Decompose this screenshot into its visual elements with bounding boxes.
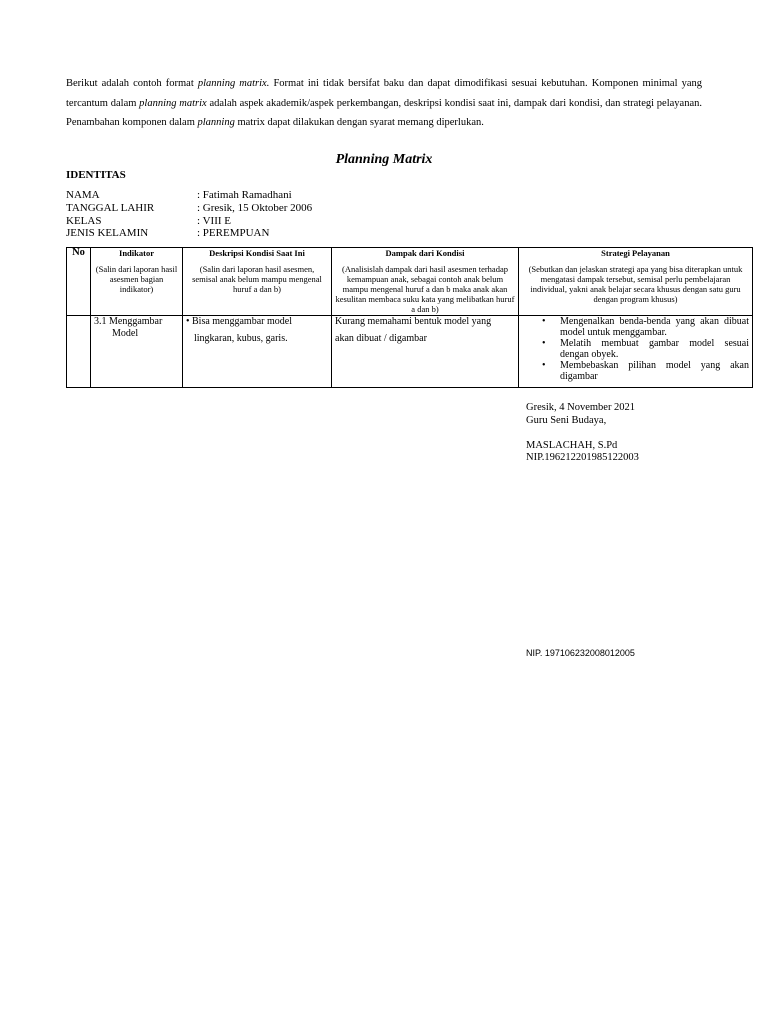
intro-text-3: adalah aspek akademik/aspek perkembangan, deskripsi kondisi saat ini, dampak dari kondisi, dan strategi pelayanan. Penambahan komponen dalam <box>66 97 702 128</box>
header-label: Indikator <box>119 248 154 258</box>
header-label: Deskripsi Kondisi Saat Ini <box>209 248 305 258</box>
intro-emphasis-2: planning matrix <box>139 97 207 109</box>
second-nip: NIP. 197106232008012005 <box>526 648 635 658</box>
header-label: No <box>72 247 85 258</box>
identity-value: : PEREMPUAN <box>197 227 270 239</box>
cell-no <box>67 316 91 388</box>
cell-dampak <box>332 316 519 388</box>
signature-place-date: Gresik, 4 November 2021 <box>526 402 636 413</box>
deskripsi-text: lingkaran, kubus, garis. <box>194 333 288 344</box>
header-deskripsi <box>183 248 332 316</box>
header-label: Strategi Pelayanan <box>601 248 670 258</box>
list-item: • Melatih membuat gambar model sesuai dengan obyek. <box>522 338 749 360</box>
header-description: (Salin dari laporan hasil asesmen, semisal anak belum mampu mengenal huruf a dan b) <box>192 264 322 294</box>
indikator-text: Model <box>112 328 139 339</box>
table-row <box>67 316 753 388</box>
identity-label: TANGGAL LAHIR <box>66 202 155 214</box>
cell-deskripsi <box>183 316 332 388</box>
strategi-list <box>522 316 749 382</box>
table-header-row <box>67 248 753 316</box>
dampak-text: Kurang memahami bentuk model yang <box>335 316 492 327</box>
intro-text-2: Format ini tidak bersifat baku dan dapat dimodifikasi sesuai kebutuhan. Komponen minimal yang tercantum dalam <box>66 78 703 109</box>
identity-value: : Gresik, 15 Oktober 2006 <box>197 202 313 214</box>
identity-label: NAMA <box>66 189 100 201</box>
intro-text-1: Berikut adalah contoh format <box>66 78 198 89</box>
header-description: (Salin dari laporan hasil asesmen bagian indikator) <box>95 264 178 294</box>
list-item: • Membebaskan pilihan model yang akan digambar <box>522 360 749 382</box>
header-description: (Analisislah dampak dari hasil asesmen terhadap kemampuan anak, sebagai contoh anak belum mampu mengenal huruf a dan b maka anak akan kesulitan membaca suku kata yang melibatkan huruf a dan b) <box>335 264 515 314</box>
indikator-text: 3.1 Menggambar <box>94 316 163 327</box>
header-no <box>67 248 91 316</box>
header-dampak <box>332 248 519 316</box>
identity-label: JENIS KELAMIN <box>66 227 149 239</box>
intro-emphasis-3: planning <box>197 117 235 128</box>
header-strategi <box>519 248 753 316</box>
identity-value: : Fatimah Ramadhani <box>197 189 292 201</box>
header-indikator <box>91 248 183 316</box>
header-description: (Sebutkan dan jelaskan strategi apa yang bisa diterapkan untuk mengatasi dampak tersebut, semisal perlu pembelajaran individual, yakni anak belajar secara khusus dengan satu guru dengan program khusus) <box>528 264 743 304</box>
intro-text-4: matrix dapat dilakukan dengan syarat memang diperlukan. <box>234 117 484 128</box>
header-label: Dampak dari Kondisi <box>385 248 465 258</box>
planning-matrix-table <box>66 247 753 388</box>
identitas-heading: IDENTITAS <box>66 169 126 181</box>
deskripsi-text: • Bisa menggambar model <box>186 316 292 327</box>
signature-nip: NIP.196212201985122003 <box>526 452 639 463</box>
identity-value: : VIII E <box>197 215 232 227</box>
document-title: Planning Matrix <box>335 152 433 167</box>
intro-emphasis-1: planning matrix. <box>197 78 270 89</box>
intro-paragraph <box>66 74 702 133</box>
cell-strategi <box>519 316 753 388</box>
dampak-text: akan dibuat / digambar <box>335 333 427 344</box>
cell-indikator <box>91 316 183 388</box>
list-item: • Mengenalkan benda-benda yang akan dibuat model untuk menggambar. <box>522 316 749 338</box>
signature-role: Guru Seni Budaya, <box>526 415 607 426</box>
identity-label: KELAS <box>66 215 102 227</box>
signature-name: MASLACHAH, S.Pd <box>526 440 618 451</box>
